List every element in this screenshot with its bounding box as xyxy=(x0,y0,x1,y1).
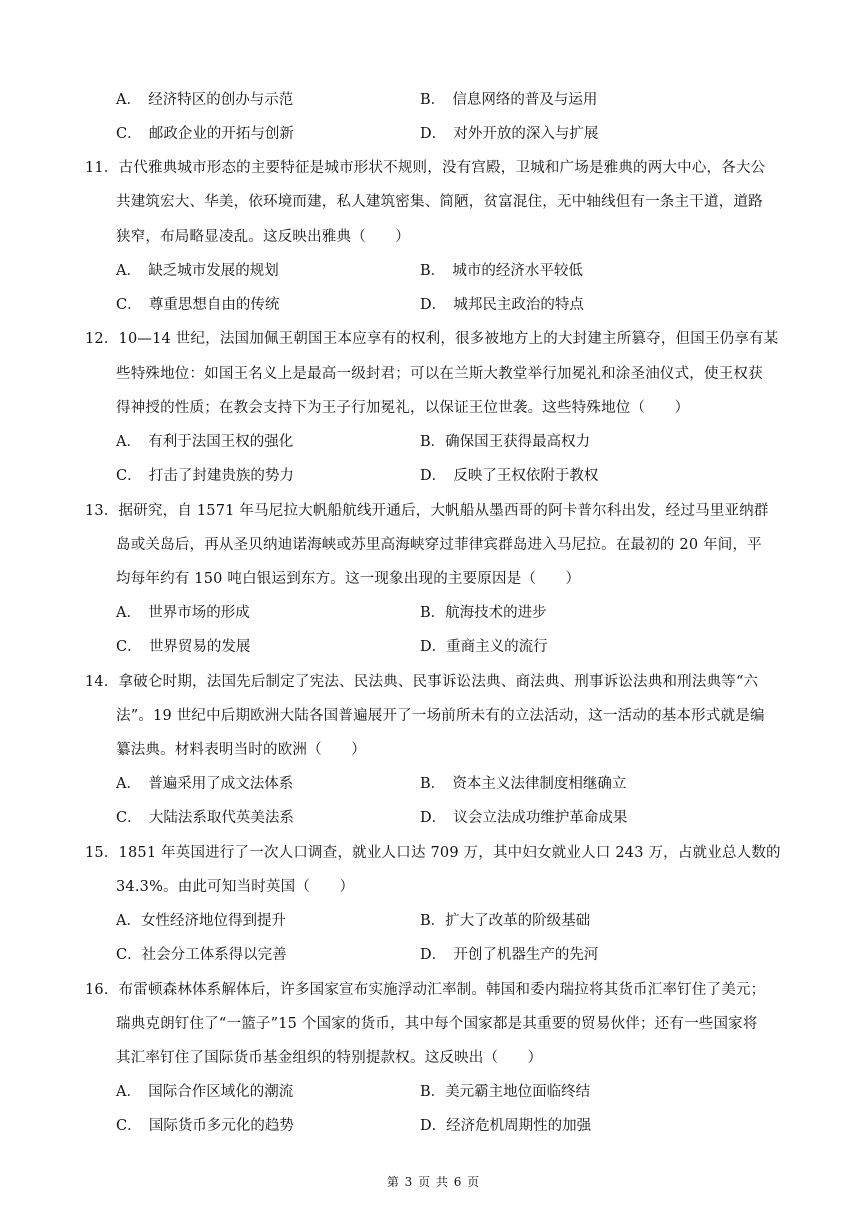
q13-options-row-2 xyxy=(116,635,756,659)
q13-option-b: B．航海技术的进步 xyxy=(420,605,547,621)
q15-options-row-1 xyxy=(116,909,756,933)
q16-option-c: C． 国际货币多元化的趋势 xyxy=(116,1118,294,1134)
q12-options-row-1 xyxy=(116,430,756,454)
q12-stem-line-3: 得神授的性质；在教会支持下为王子行加冕礼，以保证王位世袭。这些特殊地位（ ） xyxy=(116,400,690,416)
q14-option-c: C． 大陆法系取代英美法系 xyxy=(116,810,294,826)
q11-option-a: A． 缺乏城市发展的规划 xyxy=(116,263,279,279)
q11-stem-line-1: 11．古代雅典城市形态的主要特征是城市形状不规则，没有宫殿，卫城和广场是雅典的两大中心，各大公 xyxy=(85,160,766,176)
q12-option-b: B．确保国王获得最高权力 xyxy=(420,434,591,450)
page-number-footer: 第 3 页 共 6 页 xyxy=(386,1175,481,1189)
q13-option-d: D．重商主义的流行 xyxy=(420,639,548,655)
q13-stem-line-3: 均每年约有 150 吨白银运到东方。这一现象出现的主要原因是（ ） xyxy=(116,571,581,587)
q15-option-b: B．扩大了改革的阶级基础 xyxy=(420,913,591,929)
q11-options-row-1 xyxy=(116,259,756,283)
q15-stem-line-2: 34.3%。由此可知当时英国（ ） xyxy=(116,879,355,895)
q16-options-row-1 xyxy=(116,1080,756,1104)
q13-option-c: C． 世界贸易的发展 xyxy=(116,639,251,655)
q13-stem-line-2: 岛或关岛后，再从圣贝纳迪诺海峡或苏里高海峡穿过菲律宾群岛进入马尼拉。在最初的 20 年间，平 xyxy=(116,537,762,553)
q13-stem-line-1: 13．据研究，自 1571 年马尼拉大帆船航线开通后，大帆船从墨西哥的阿卡普尔科出发，经过马里亚纳群 xyxy=(85,503,769,519)
q10-option-c: C． 邮政企业的开拓与创新 xyxy=(116,126,294,142)
q10-option-d: D． 对外开放的深入与扩展 xyxy=(420,126,599,142)
q14-stem-line-2: 法”。19 世纪中后期欧洲大陆各国普遍展开了一场前所未有的立法活动，这一活动的基本形式就是编 xyxy=(116,708,765,724)
q10-options-row-2 xyxy=(116,122,756,146)
q11-option-b: B． 城市的经济水平较低 xyxy=(420,263,583,279)
q12-options-row-2 xyxy=(116,464,756,488)
q10-option-b: B． 信息网络的普及与运用 xyxy=(420,92,598,108)
q16-option-d: D．经济危机周期性的加强 xyxy=(420,1118,592,1134)
q11-option-d: D． 城邦民主政治的特点 xyxy=(420,297,584,313)
q14-option-b: B． 资本主义法律制度相继确立 xyxy=(420,776,627,792)
q12-option-c: C． 打击了封建贵族的势力 xyxy=(116,468,294,484)
q14-stem-line-1: 14．拿破仑时期，法国先后制定了宪法、民法典、民事诉讼法典、商法典、刑事诉讼法典和刑法典等“六 xyxy=(85,674,759,690)
q10-options-row-1 xyxy=(116,88,756,112)
q14-options-row-2 xyxy=(116,806,756,830)
q16-option-b: B．美元霸主地位面临终结 xyxy=(420,1084,591,1100)
q10-option-a: A． 经济特区的创办与示范 xyxy=(116,92,294,108)
q13-option-a: A． 世界市场的形成 xyxy=(116,605,250,621)
q11-options-row-2 xyxy=(116,293,756,317)
q16-stem-line-1: 16．布雷顿森林体系解体后，许多国家宣布实施浮动汇率制。韩国和委内瑞拉将其货币汇率钉住了美元； xyxy=(85,982,766,998)
q14-option-a: A． 普遍采用了成文法体系 xyxy=(116,776,294,792)
q13-options-row-1 xyxy=(116,601,756,625)
q16-options-row-2 xyxy=(116,1114,756,1138)
q15-option-a: A．女性经济地位得到提升 xyxy=(116,913,286,929)
q15-stem-line-1: 15．1851 年英国进行了一次人口调查，就业人口达 709 万，其中妇女就业人口 243 万，占就业总人数的 xyxy=(85,845,781,861)
q16-stem-line-3: 其汇率钉住了国际货币基金组织的特别提款权。这反映出（ ） xyxy=(116,1050,543,1066)
q11-stem-line-3: 狭窄，布局略显凌乱。这反映出雅典（ ） xyxy=(116,229,410,245)
q16-stem-line-2: 瑞典克朗钉住了“一篮子”15 个国家的货币，其中每个国家都是其重要的贸易伙伴；还有一些国家将 xyxy=(116,1016,758,1032)
q12-stem-line-1: 12．10—14 世纪，法国加佩王朝国王本应享有的权利，很多被地方上的大封建主所篡夺，但国王仍享有某 xyxy=(85,331,779,347)
q11-option-c: C． 尊重思想自由的传统 xyxy=(116,297,280,313)
q14-options-row-1 xyxy=(116,772,756,796)
q12-option-a: A． 有利于法国王权的强化 xyxy=(116,434,294,450)
q15-option-c: C．社会分工体系得以完善 xyxy=(116,947,287,963)
q14-option-d: D． 议会立法成功维护革命成果 xyxy=(420,810,628,826)
q16-option-a: A． 国际合作区域化的潮流 xyxy=(116,1084,294,1100)
q14-stem-line-3: 纂法典。材料表明当时的欧洲（ ） xyxy=(116,742,366,758)
q12-option-d: D． 反映了王权依附于教权 xyxy=(420,468,599,484)
q15-options-row-2 xyxy=(116,943,756,967)
q15-option-d: D． 开创了机器生产的先河 xyxy=(420,947,599,963)
q11-stem-line-2: 共建筑宏大、华美，依环境而建，私人建筑密集、简陋，贫富混住，无中轴线但有一条主干道，道路 xyxy=(116,194,763,210)
q12-stem-line-2: 些特殊地位：如国王名义上是最高一级封君；可以在兰斯大教堂举行加冕礼和涂圣油仪式，使王权获 xyxy=(116,366,763,382)
